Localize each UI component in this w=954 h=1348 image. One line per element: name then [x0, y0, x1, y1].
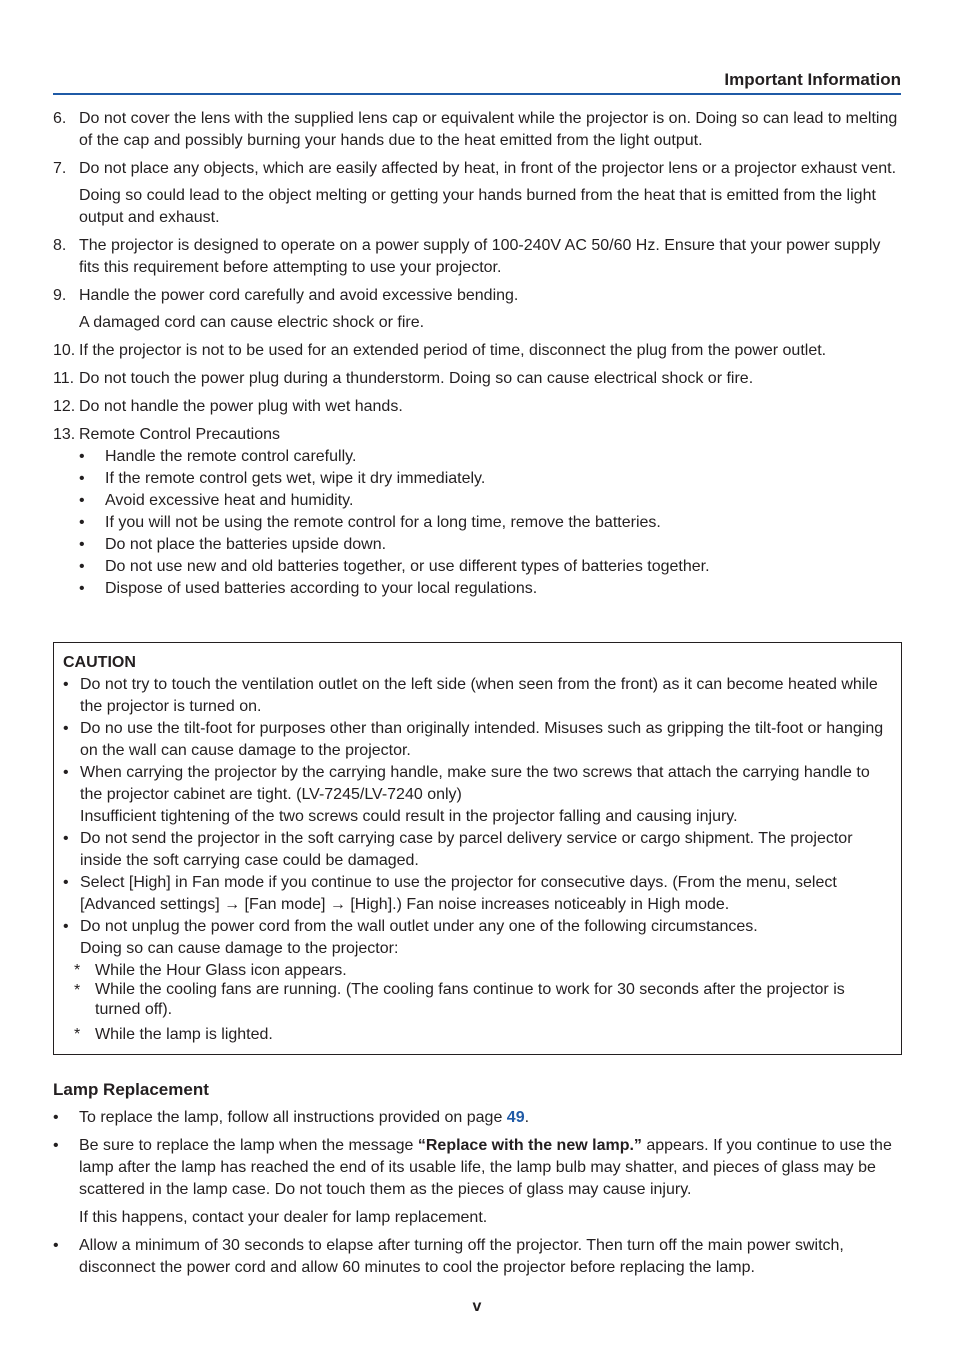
list-item — [53, 368, 901, 390]
caution-item — [63, 828, 893, 872]
list-item — [53, 1235, 901, 1279]
item-text: Remote Control Precautions — [79, 426, 280, 443]
remote-precautions-list — [79, 446, 901, 600]
caution-text: Do no use the tilt-foot for purposes other than originally intended. Misuses such as gripping the tilt-foot or hanging on the wall can cause damage to the projector. — [80, 720, 884, 759]
caution-item — [63, 916, 893, 960]
list-item — [79, 468, 901, 490]
caution-subitem — [63, 1024, 893, 1046]
caution-text: Do not unplug the power cord from the wall outlet under any one of the following circumstances. — [80, 918, 758, 935]
bullet-icon: • — [63, 720, 69, 737]
item-number: 8. — [53, 237, 67, 254]
list-item — [79, 490, 901, 512]
list-item — [79, 556, 901, 578]
caution-subtext: Doing so can cause damage to the projector: — [80, 940, 399, 957]
item-number: 10. — [53, 342, 76, 359]
caution-subitem — [63, 980, 893, 1021]
bullet-icon: • — [63, 874, 69, 891]
header-title: Important Information — [724, 70, 901, 89]
page-number: v — [472, 1298, 482, 1315]
item-number: 13. — [53, 426, 76, 443]
bullet-paragraph — [79, 1107, 901, 1129]
list-item — [79, 534, 901, 556]
item-number: 9. — [53, 287, 67, 304]
item-subtext: Doing so could lead to the object melting or getting your hands burned from the heat that is emitted from the light output and exhaust. — [79, 187, 876, 226]
bullet-text: Handle the remote control carefully. — [105, 448, 357, 465]
asterisk-icon: * — [74, 982, 81, 999]
item-text: Do not place any objects, which are easily affected by heat, in front of the projector lens or a projector exhaust vent. — [79, 160, 897, 177]
caution-item — [63, 872, 893, 916]
list-item — [53, 108, 901, 152]
caution-item — [63, 718, 893, 762]
item-number: 7. — [53, 160, 67, 177]
text: appears. If you continue to use the lamp after the lamp has reached the end of its usable life, the lamp bulb may shatter, and pieces of glass may be scattered in the lamp case. Do not touch them as the pieces of glass may cause injury. — [79, 1137, 892, 1198]
item-text: Do not cover the lens with the supplied lens cap or equivalent while the projector is on. Doing so can lead to melting of the cap and possibly burning your hands due to the heat emitted from the light output. — [79, 110, 898, 149]
list-item — [53, 340, 901, 362]
asterisk-icon: * — [74, 1026, 81, 1043]
list-item — [53, 235, 901, 279]
safety-list — [53, 108, 901, 606]
list-item — [53, 396, 901, 418]
item-subtext: A damaged cord can cause electric shock or fire. — [79, 314, 425, 331]
message-quote: “Replace with the new lamp.” — [417, 1137, 642, 1154]
bullet-paragraph: Allow a minimum of 30 seconds to elapse after turning off the projector. Then turn off the main power switch, disconnect the power cord and allow 60 minutes to cool the projector before replacing the lamp. — [79, 1237, 844, 1276]
bullet-subtext: If this happens, contact your dealer for lamp replacement. — [79, 1209, 488, 1226]
caution-subitem-text: While the cooling fans are running. (The cooling fans continue to work for 30 seconds after the projector is turned off). — [95, 981, 845, 1018]
bullet-icon: • — [79, 536, 85, 553]
section-title: Lamp Replacement — [53, 1080, 209, 1099]
bullet-icon: • — [79, 470, 85, 487]
item-text: Handle the power cord carefully and avoid excessive bending. — [79, 287, 519, 304]
bullet-icon: • — [79, 448, 85, 465]
caution-item — [63, 674, 893, 718]
list-item — [53, 285, 901, 334]
bullet-text: Do not place the batteries upside down. — [105, 536, 387, 553]
caution-item — [63, 762, 893, 828]
bullet-text: If you will not be using the remote control for a long time, remove the batteries. — [105, 514, 661, 531]
item-text: Do not touch the power plug during a thunderstorm. Doing so can cause electrical shock or fire. — [79, 370, 754, 387]
asterisk-icon: * — [74, 962, 81, 979]
bullet-icon: • — [53, 1109, 59, 1126]
bullet-text: If the remote control gets wet, wipe it dry immediately. — [105, 470, 486, 487]
caution-text: Do not try to touch the ventilation outlet on the left side (when seen from the front) as it can become heated while the projector is turned on. — [80, 676, 878, 715]
list-item — [79, 512, 901, 534]
list-item — [79, 578, 901, 600]
bullet-icon: • — [79, 580, 85, 597]
caution-subitem-text: While the Hour Glass icon appears. — [95, 962, 347, 979]
bullet-text: Do not use new and old batteries together, or use different types of batteries together. — [105, 558, 710, 575]
caution-subtext: Insufficient tightening of the two screws could result in the projector falling and causing injury. — [80, 808, 738, 825]
list-item — [53, 424, 901, 600]
list-item — [53, 1107, 901, 1129]
lamp-replacement-section — [53, 1079, 901, 1285]
text: . — [524, 1109, 530, 1126]
bullet-icon: • — [63, 830, 69, 847]
text: To replace the lamp, follow all instructions provided on page — [79, 1109, 507, 1126]
bullet-icon: • — [63, 676, 69, 693]
bullet-paragraph — [79, 1135, 901, 1201]
bullet-icon: • — [79, 514, 85, 531]
caution-text: Do not send the projector in the soft carrying case by parcel delivery service or cargo shipment. The projector inside the soft carrying case could be damaged. — [80, 830, 853, 869]
bullet-icon: • — [63, 764, 69, 781]
bullet-icon: • — [79, 492, 85, 509]
bullet-text: Avoid excessive heat and humidity. — [105, 492, 354, 509]
caution-box — [53, 642, 902, 1055]
bullet-icon: • — [63, 918, 69, 935]
bullet-icon: • — [53, 1237, 59, 1254]
caution-subitem — [63, 960, 893, 982]
caution-title: CAUTION — [63, 654, 136, 671]
text: Be sure to replace the lamp when the message — [79, 1137, 418, 1154]
list-item — [53, 1135, 901, 1229]
item-text: The projector is designed to operate on a power supply of 100-240V AC 50/60 Hz. Ensure that your power supply fits this requirement before attempting to use your projector. — [79, 237, 881, 276]
bullet-text: Dispose of used batteries according to your local regulations. — [105, 580, 538, 597]
item-number: 6. — [53, 110, 67, 127]
caution-subitem-text: While the lamp is lighted. — [95, 1026, 273, 1043]
bullet-icon: • — [53, 1137, 59, 1154]
item-number: 11. — [53, 370, 75, 387]
page-link[interactable]: 49 — [506, 1109, 525, 1126]
list-item — [53, 158, 901, 229]
header-rule — [53, 93, 901, 95]
bullet-icon: • — [79, 558, 85, 575]
item-number: 12. — [53, 398, 76, 415]
list-item — [79, 446, 901, 468]
caution-text: Select [High] in Fan mode if you continue to use the projector for consecutive days. (From the menu, select [Advanced settings] → [Fan mode] → [High].) Fan noise increases noticeably in High mode. — [80, 874, 837, 913]
item-text: Do not handle the power plug with wet hands. — [79, 398, 403, 415]
item-text: If the projector is not to be used for an extended period of time, disconnect the plug from the power outlet. — [79, 342, 827, 359]
caution-text: When carrying the projector by the carrying handle, make sure the two screws that attach the carrying handle to the projector cabinet are tight. (LV-7245/LV-7240 only) — [80, 764, 870, 803]
